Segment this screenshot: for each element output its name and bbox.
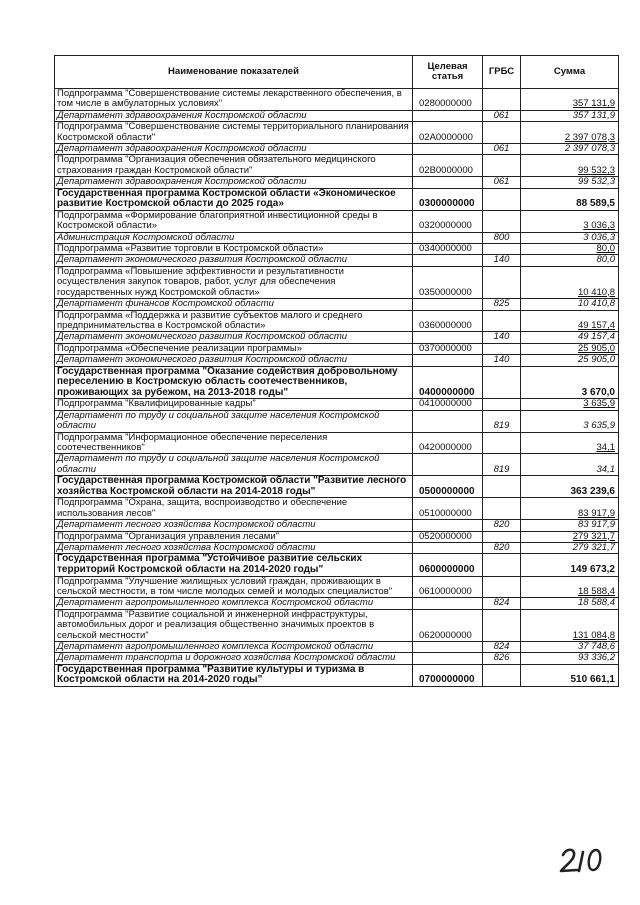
department-row xyxy=(55,332,619,343)
cell-target-article xyxy=(413,255,483,266)
cell-name: Департамент экономического развития Костромской области xyxy=(55,355,413,366)
subprogram-row xyxy=(55,399,619,410)
cell-sum: 83 917,9 xyxy=(521,520,619,531)
table-body xyxy=(55,89,619,687)
cell-sum: 49 157,4 xyxy=(521,332,619,343)
cell-target-article: 0510000000 xyxy=(413,498,483,520)
cell-name: Государственная программа "Устойчивое развитие сельских территорий Костромской области на 2014-2020 годы" xyxy=(55,554,413,576)
cell-target-article: 0520000000 xyxy=(413,531,483,542)
cell-grbs: 800 xyxy=(483,232,521,243)
cell-sum: 10 410,8 xyxy=(521,266,619,298)
cell-target-article: 0300000000 xyxy=(413,188,483,210)
program-row xyxy=(55,476,619,498)
cell-sum: 3 670,0 xyxy=(521,366,619,399)
program-row xyxy=(55,554,619,576)
cell-grbs: 820 xyxy=(483,542,521,553)
department-row xyxy=(55,520,619,531)
cell-name: Подпрограмма «Формирование благоприятной инвестиционной среды в Костромской области» xyxy=(55,210,413,232)
subprogram-row xyxy=(55,343,619,354)
department-row xyxy=(55,642,619,653)
cell-grbs xyxy=(483,498,521,520)
cell-sum: 25 905,0 xyxy=(521,343,619,354)
cell-grbs xyxy=(483,155,521,177)
header-sum: Сумма xyxy=(521,56,619,89)
cell-target-article: 0400000000 xyxy=(413,366,483,399)
cell-sum: 357 131,9 xyxy=(521,110,619,121)
cell-name: Государственная программа Костромской области «Экономическое развитие Костромской области до 2025 года» xyxy=(55,188,413,210)
cell-name: Подпрограмма "Охрана, защита, воспроизводство и обеспечение использования лесов" xyxy=(55,498,413,520)
cell-grbs xyxy=(483,210,521,232)
subprogram-row xyxy=(55,155,619,177)
cell-grbs: 824 xyxy=(483,642,521,653)
cell-target-article: 0620000000 xyxy=(413,609,483,641)
cell-sum: 3 635,9 xyxy=(521,410,619,432)
cell-target-article: 0600000000 xyxy=(413,554,483,576)
program-row xyxy=(55,366,619,399)
cell-grbs: 820 xyxy=(483,520,521,531)
cell-sum: 80,0 xyxy=(521,255,619,266)
subprogram-row xyxy=(55,576,619,598)
department-row xyxy=(55,110,619,121)
department-row xyxy=(55,454,619,476)
cell-sum: 3 635,9 xyxy=(521,399,619,410)
cell-grbs xyxy=(483,122,521,144)
cell-target-article: 0350000000 xyxy=(413,266,483,298)
cell-grbs xyxy=(483,244,521,255)
cell-grbs xyxy=(483,366,521,399)
cell-name: Департамент лесного хозяйства Костромской области xyxy=(55,520,413,531)
cell-target-article xyxy=(413,410,483,432)
cell-name: Департамент по труду и социальной защите населения Костромской области xyxy=(55,410,413,432)
cell-name: Подпрограмма "Информационное обеспечение переселения соотечественников" xyxy=(55,432,413,454)
cell-target-article xyxy=(413,454,483,476)
cell-grbs: 061 xyxy=(483,110,521,121)
cell-sum: 49 157,4 xyxy=(521,310,619,332)
cell-target-article xyxy=(413,232,483,243)
handwritten-page-number xyxy=(557,842,613,874)
cell-sum: 131 084,8 xyxy=(521,609,619,641)
cell-sum: 80,0 xyxy=(521,244,619,255)
budget-table-container xyxy=(54,55,618,687)
department-row xyxy=(55,255,619,266)
cell-name: Подпрограмма «Развитие торговли в Костромской области» xyxy=(55,244,413,255)
header-target-article: Целевая статья xyxy=(413,56,483,89)
cell-sum: 34,1 xyxy=(521,432,619,454)
cell-sum: 2 397 078,3 xyxy=(521,122,619,144)
header-grbs: ГРБС xyxy=(483,56,521,89)
cell-sum: 3 036,3 xyxy=(521,210,619,232)
cell-sum: 10 410,8 xyxy=(521,299,619,310)
department-row xyxy=(55,299,619,310)
cell-name: Департамент агропромышленного комплекса Костромской области xyxy=(55,598,413,609)
cell-grbs: 140 xyxy=(483,355,521,366)
cell-name: Подпрограмма «Повышение эффективности и результативности осуществления закупок товаров, работ, услуг для обеспечения государственных нужд Костромской области» xyxy=(55,266,413,298)
cell-name: Департамент агропромышленного комплекса Костромской области xyxy=(55,642,413,653)
subprogram-row xyxy=(55,432,619,454)
subprogram-row xyxy=(55,244,619,255)
cell-grbs: 061 xyxy=(483,144,521,155)
cell-target-article xyxy=(413,520,483,531)
cell-grbs: 826 xyxy=(483,653,521,664)
cell-name: Департамент лесного хозяйства Костромской области xyxy=(55,542,413,553)
cell-target-article xyxy=(413,299,483,310)
cell-grbs xyxy=(483,476,521,498)
subprogram-row xyxy=(55,266,619,298)
cell-sum: 510 661,1 xyxy=(521,664,619,686)
cell-grbs xyxy=(483,531,521,542)
subprogram-row xyxy=(55,609,619,641)
subprogram-row xyxy=(55,531,619,542)
cell-name: Подпрограмма "Совершенствование системы лекарственного обеспечения, в том числе в амбулаторных условиях" xyxy=(55,89,413,111)
cell-target-article: 0610000000 xyxy=(413,576,483,598)
cell-name: Департамент экономического развития Костромской области xyxy=(55,332,413,343)
department-row xyxy=(55,542,619,553)
cell-grbs: 825 xyxy=(483,299,521,310)
cell-name: Подпрограмма "Развитие социальной и инженерной инфраструктуры, автомобильных дорог и реализация общественно значимых проектов в сельской местности" xyxy=(55,609,413,641)
cell-name: Подпрограмма «Обеспечение реализации программы» xyxy=(55,343,413,354)
cell-name: Администрация Костромской области xyxy=(55,232,413,243)
subprogram-row xyxy=(55,210,619,232)
budget-table xyxy=(54,55,619,687)
cell-name: Подпрограмма "Организация обеспечения обязательного медицинского страхования граждан Костромской области" xyxy=(55,155,413,177)
cell-sum: 357 131,9 xyxy=(521,89,619,111)
cell-target-article xyxy=(413,355,483,366)
cell-target-article xyxy=(413,542,483,553)
cell-sum: 83 917,9 xyxy=(521,498,619,520)
cell-grbs: 061 xyxy=(483,177,521,188)
cell-target-article xyxy=(413,598,483,609)
cell-name: Департамент финансов Костромской области xyxy=(55,299,413,310)
cell-name: Подпрограмма "Организация управления лесами" xyxy=(55,531,413,542)
cell-name: Подпрограмма «Поддержка и развитие субъектов малого и среднего предпринимательства в Костромской области» xyxy=(55,310,413,332)
cell-target-article: 02В0000000 xyxy=(413,155,483,177)
department-row xyxy=(55,232,619,243)
department-row xyxy=(55,144,619,155)
cell-name: Подпрограмма "Квалифицированные кадры" xyxy=(55,399,413,410)
cell-sum: 99 532,3 xyxy=(521,155,619,177)
department-row xyxy=(55,653,619,664)
cell-grbs xyxy=(483,188,521,210)
cell-grbs xyxy=(483,310,521,332)
cell-grbs xyxy=(483,554,521,576)
cell-target-article xyxy=(413,177,483,188)
cell-name: Государственная программа Костромской области "Развитие лесного хозяйства Костромской области на 2014-2018 годы" xyxy=(55,476,413,498)
cell-sum: 363 239,6 xyxy=(521,476,619,498)
cell-sum: 18 588,4 xyxy=(521,576,619,598)
cell-target-article xyxy=(413,144,483,155)
department-row xyxy=(55,177,619,188)
cell-sum: 37 748,6 xyxy=(521,642,619,653)
subprogram-row xyxy=(55,89,619,111)
cell-target-article: 02А0000000 xyxy=(413,122,483,144)
department-row xyxy=(55,410,619,432)
cell-target-article xyxy=(413,332,483,343)
cell-sum: 93 336,2 xyxy=(521,653,619,664)
cell-target-article: 0340000000 xyxy=(413,244,483,255)
cell-grbs xyxy=(483,343,521,354)
cell-name: Государственная программа "Развитие культуры и туризма в Костромской области на 2014-2020 годы" xyxy=(55,664,413,686)
department-row xyxy=(55,598,619,609)
cell-target-article: 0280000000 xyxy=(413,89,483,111)
program-row xyxy=(55,188,619,210)
cell-grbs xyxy=(483,266,521,298)
cell-name: Подпрограмма "Улучшение жилищных условий граждан, проживающих в сельской местности, в том числе молодых семей и молодых специалистов" xyxy=(55,576,413,598)
cell-grbs: 140 xyxy=(483,332,521,343)
cell-grbs xyxy=(483,89,521,111)
cell-name: Департамент транспорта и дорожного хозяйства Костромской области xyxy=(55,653,413,664)
cell-target-article: 0700000000 xyxy=(413,664,483,686)
cell-sum: 279 321,7 xyxy=(521,542,619,553)
cell-sum: 34,1 xyxy=(521,454,619,476)
cell-name: Департамент здравоохранения Костромской области xyxy=(55,177,413,188)
cell-sum: 18 588,4 xyxy=(521,598,619,609)
cell-target-article xyxy=(413,653,483,664)
header-name: Наименование показателей xyxy=(55,56,413,89)
cell-sum: 25 905,0 xyxy=(521,355,619,366)
cell-name: Департамент по труду и социальной защите населения Костромской области xyxy=(55,454,413,476)
cell-grbs xyxy=(483,576,521,598)
cell-target-article: 0410000000 xyxy=(413,399,483,410)
cell-sum: 279 321,7 xyxy=(521,531,619,542)
cell-grbs: 140 xyxy=(483,255,521,266)
cell-target-article: 0360000000 xyxy=(413,310,483,332)
cell-name: Департамент здравоохранения Костромской области xyxy=(55,110,413,121)
cell-name: Департамент здравоохранения Костромской области xyxy=(55,144,413,155)
cell-grbs xyxy=(483,432,521,454)
cell-grbs xyxy=(483,664,521,686)
subprogram-row xyxy=(55,122,619,144)
subprogram-row xyxy=(55,498,619,520)
cell-target-article: 0370000000 xyxy=(413,343,483,354)
cell-name: Департамент экономического развития Костромской области xyxy=(55,255,413,266)
program-row xyxy=(55,664,619,686)
cell-name: Государственная программа "Оказание содействия добровольному переселению в Костромскую область соотечественников, проживающих за рубежом, на 2013-2018 годы" xyxy=(55,366,413,399)
cell-target-article xyxy=(413,110,483,121)
cell-grbs: 824 xyxy=(483,598,521,609)
cell-name: Подпрограмма "Совершенствование системы территориального планирования Костромской области" xyxy=(55,122,413,144)
cell-sum: 149 673,2 xyxy=(521,554,619,576)
cell-grbs: 819 xyxy=(483,410,521,432)
cell-target-article xyxy=(413,642,483,653)
cell-target-article: 0500000000 xyxy=(413,476,483,498)
cell-sum: 2 397 078,3 xyxy=(521,144,619,155)
cell-sum: 3 036,3 xyxy=(521,232,619,243)
cell-target-article: 0320000000 xyxy=(413,210,483,232)
cell-sum: 99 532,3 xyxy=(521,177,619,188)
subprogram-row xyxy=(55,310,619,332)
table-header xyxy=(55,56,619,89)
cell-target-article: 0420000000 xyxy=(413,432,483,454)
department-row xyxy=(55,355,619,366)
cell-grbs xyxy=(483,399,521,410)
cell-sum: 88 589,5 xyxy=(521,188,619,210)
cell-grbs xyxy=(483,609,521,641)
cell-grbs: 819 xyxy=(483,454,521,476)
